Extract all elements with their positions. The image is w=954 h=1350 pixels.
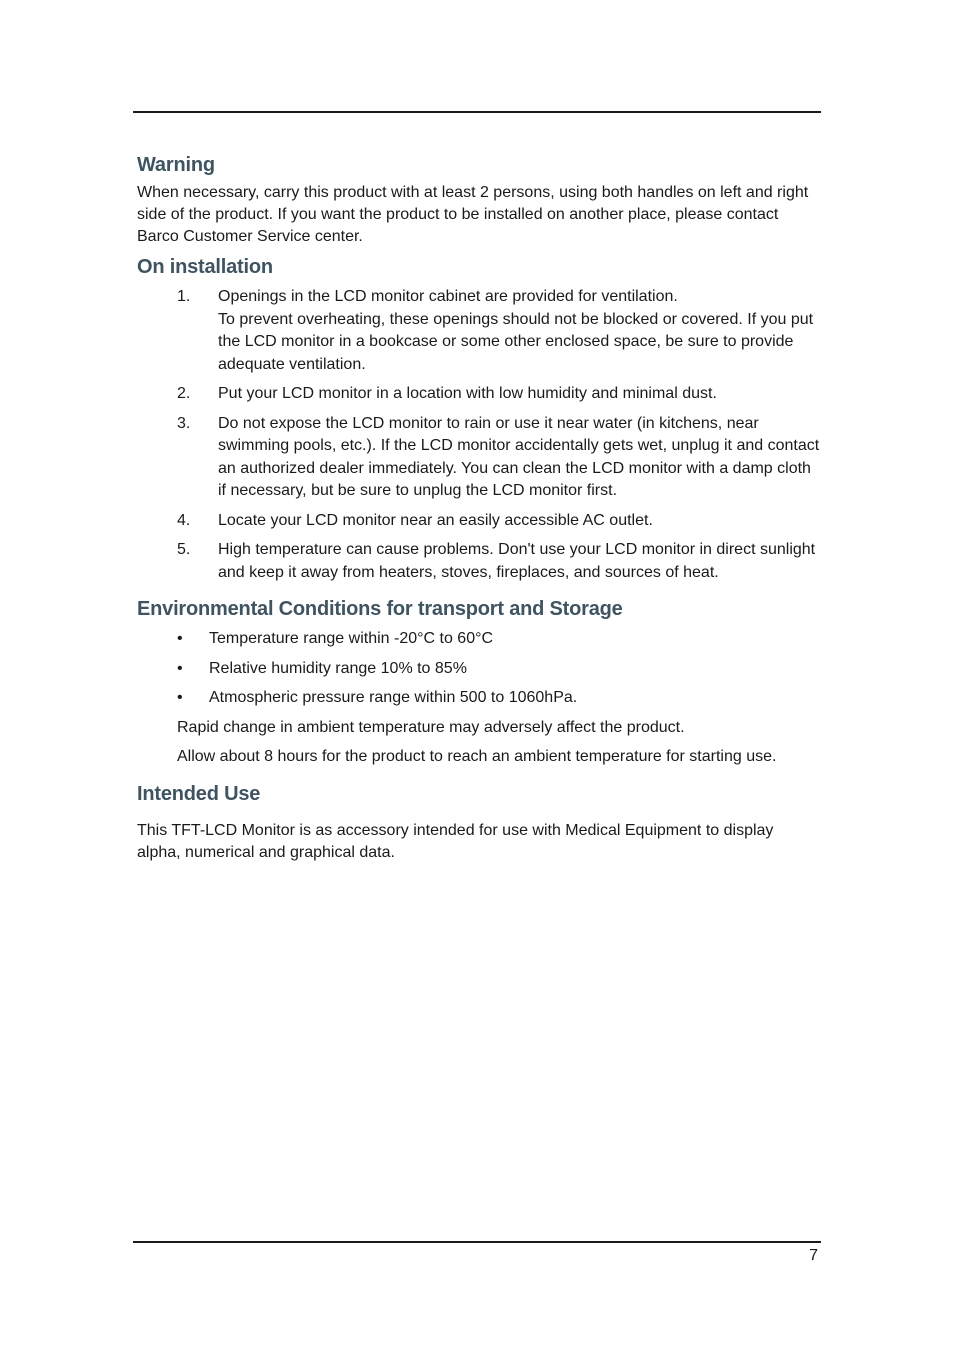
installation-item-text: Do not expose the LCD monitor to rain or use it near water (in kitchens, near swimming pools, etc.). If the LCD monitor accidentally gets wet, unplug it and contact an authorized dealer immediately. You can clean the LCD monitor with a damp cloth if necessary, but be sure to unplug the LCD monitor first. bbox=[218, 414, 820, 499]
warning-body: When necessary, carry this product with at least 2 persons, using both handles on left and right side of the product. If you want the product to be installed on another place, please contact Barco Customer Service center. bbox=[137, 184, 809, 245]
footer-rule bbox=[133, 1241, 821, 1243]
installation-item-2 bbox=[137, 383, 821, 406]
page-content bbox=[137, 150, 821, 864]
warning-heading: Warning bbox=[137, 154, 215, 176]
intended-use-body: This TFT-LCD Monitor is as accessory intended for use with Medical Equipment to display alpha, numerical and graphical data. bbox=[137, 821, 774, 861]
installation-item-text: High temperature can cause problems. Don't use your LCD monitor in direct sunlight and keep it away from heaters, stoves, fireplaces, and sources of heat. bbox=[218, 541, 816, 581]
bullet-icon: • bbox=[177, 689, 183, 706]
installation-heading: On installation bbox=[137, 256, 273, 278]
installation-item-text: Put your LCD monitor in a location with low humidity and minimal dust. bbox=[218, 385, 717, 402]
installation-item-text: Openings in the LCD monitor cabinet are provided for ventilation. bbox=[218, 288, 678, 305]
installation-item-3 bbox=[137, 413, 821, 503]
environment-item bbox=[137, 628, 821, 650]
installation-list bbox=[137, 286, 821, 584]
installation-item-5 bbox=[137, 539, 821, 584]
list-number: 1. bbox=[177, 288, 191, 305]
installation-item-text: Locate your LCD monitor near an easily accessible AC outlet. bbox=[218, 511, 653, 529]
environment-item-text: Atmospheric pressure range within 500 to 1060hPa. bbox=[209, 689, 578, 706]
bullet-icon: • bbox=[177, 630, 183, 647]
environment-note-1: Rapid change in ambient temperature may adversely affect the product. bbox=[177, 718, 685, 736]
page-number: 7 bbox=[809, 1247, 818, 1264]
header-rule bbox=[133, 111, 821, 113]
environment-item bbox=[137, 687, 821, 709]
environment-item-text: Relative humidity range 10% to 85% bbox=[209, 659, 467, 677]
environment-item bbox=[137, 658, 821, 680]
environment-heading: Environmental Conditions for transport and Storage bbox=[137, 598, 623, 620]
list-number: 5. bbox=[177, 541, 191, 558]
environment-item-text: Temperature range within -20°C to 60°C bbox=[209, 630, 494, 647]
environment-note-2: Allow about 8 hours for the product to reach an ambient temperature for starting use. bbox=[177, 748, 777, 765]
installation-item-text: To prevent overheating, these openings should not be blocked or covered. If you put the LCD monitor in a bookcase or some other enclosed space, be sure to provide adequate ventilation. bbox=[218, 310, 814, 373]
bullet-icon: • bbox=[177, 659, 183, 677]
list-number: 2. bbox=[177, 385, 191, 402]
installation-item-4 bbox=[137, 510, 821, 533]
list-number: 4. bbox=[177, 511, 191, 529]
list-number: 3. bbox=[177, 414, 191, 432]
intended-use-heading: Intended Use bbox=[137, 782, 261, 805]
environment-list bbox=[137, 628, 821, 709]
installation-item-1 bbox=[137, 286, 821, 376]
